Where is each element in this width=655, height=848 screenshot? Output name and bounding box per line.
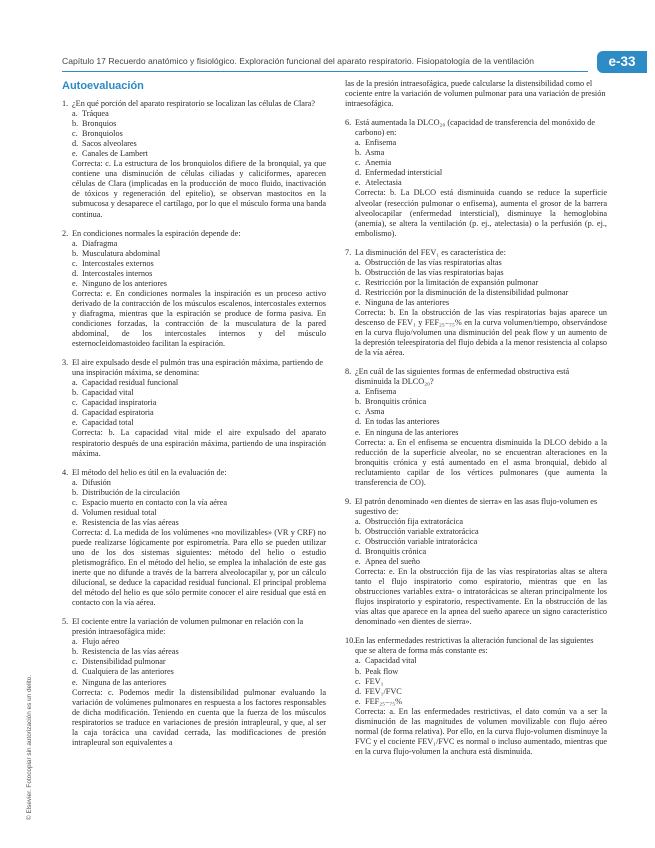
answer-option: [72, 488, 326, 498]
question-item: [62, 617, 326, 748]
answer-explanation: Correcta: c. Podemos medir la distensibilidad pulmonar evaluando la variación de volúmenes pulmonares en respuesta a los factores responsables de dicha modificación. Teniendo en cuenta que la fuerza de los músculos respiratorios se traduce en variaciones de presión intrapleural, y que, al ser la caja torácica una cavidad cerrada, las modificaciones de presión intrapleural son equivalentes a: [72, 687, 326, 747]
answer-option: [72, 657, 326, 667]
option-text: FEF₂₅₋₇₅%: [365, 696, 402, 706]
option-letter: d.: [355, 686, 362, 696]
option-letter: d.: [72, 667, 79, 677]
option-letter: a.: [355, 656, 361, 666]
answer-option: [72, 269, 326, 279]
option-letter: d.: [355, 168, 362, 178]
option-text: Espacio muerto en contacto con la vía aérea: [82, 497, 227, 507]
option-letter: a.: [72, 238, 78, 248]
option-text: Capacidad vital: [82, 388, 134, 398]
left-question-list: [62, 99, 326, 748]
answer-explanation: Correcta: a. En el enfisema se encuentra disminuida la DLCO debido a la reducción de la superficie alveolar, no se encuentran alteraciones en la bronquitis crónica y está aumentado en el asma bronquial, debido al reclutamiento capilar de los vértices pulmonares (que aumenta la transferencia de CO).: [355, 437, 607, 487]
question-text: La disminución del FEV₁ es característica de:: [355, 247, 506, 257]
option-letter: c.: [355, 158, 361, 168]
option-text: Capacidad espiratoria: [82, 408, 154, 418]
option-text: Volumen residual total: [82, 507, 157, 517]
answer-option: [355, 178, 607, 188]
option-letter: b.: [72, 647, 79, 657]
option-text: Restricción por la disminución de la distensibilidad pulmonar: [365, 287, 569, 297]
option-letter: a.: [355, 516, 361, 526]
option-letter: c.: [355, 277, 361, 287]
option-letter: b.: [355, 148, 362, 158]
answer-option: [355, 148, 607, 158]
header-rule: [62, 71, 588, 72]
running-header: Capítulo 17 Recuerdo anatómico y fisiológico. Exploración funcional del aparato respiratorio. Fisiopatología de la ventilación: [62, 56, 534, 66]
answer-option: [355, 158, 607, 168]
option-text: Asma: [365, 148, 385, 158]
answer-option: [355, 428, 607, 438]
option-text: Flujo aéreo: [82, 637, 120, 647]
option-text: Intercostales internos: [82, 268, 153, 278]
option-letter: c.: [72, 129, 78, 139]
question-number: 8.: [345, 367, 352, 377]
answer-explanation: Correcta: d. La medida de los volúmenes «no movilizables» (VR y CRF) no puede realizarse lógicamente por espirometría. Para ello se pueden utilizar uno de los dos sistemas siguientes: método del helio o estudio pletismográfico. En el método del helio, se emplea la inhalación de este gas inerte que no difunde a través de la barrera alveolocapilar y, por un cálculo dilucional, se deduce la capacidad residual funcional. El principal problema del método del helio es que sólo permite conocer el aire residual que está en contacto con la vía aérea.: [72, 527, 326, 608]
option-text: Bronquitis crónica: [365, 547, 427, 557]
answer-option: [72, 678, 326, 688]
option-text: Ninguna de las anteriores: [365, 297, 450, 307]
option-letter: c.: [72, 497, 78, 507]
option-letter: d.: [355, 287, 362, 297]
option-letter: e.: [355, 696, 361, 706]
option-letter: a.: [72, 637, 78, 647]
answer-option: [72, 239, 326, 249]
option-letter: e.: [72, 418, 78, 428]
option-letter: c.: [355, 536, 361, 546]
question-text: En condiciones normales la espiración depende de:: [72, 228, 241, 238]
question-text: Está aumentada la DLCO₂₀ (capacidad de transferencia del monóxido de carbono) en:: [355, 118, 596, 138]
option-text: Enfisema: [365, 138, 397, 148]
option-letter: d.: [72, 268, 79, 278]
right-question-list: [345, 118, 607, 757]
option-letter: b.: [72, 248, 79, 258]
option-letter: a.: [355, 387, 361, 397]
option-text: FEV₁/FVC: [365, 686, 402, 696]
option-text: Obstrucción fija extratorácica: [365, 516, 464, 526]
answer-option: [355, 667, 607, 677]
question-item: [345, 118, 607, 239]
answer-option: [355, 687, 607, 697]
answer-option: [355, 527, 607, 537]
option-letter: d.: [72, 408, 79, 418]
answer-option: [355, 138, 607, 148]
answer-explanation: Correcta: a. En las enfermedades restrictivas, el dato común va a ser la disminución de las magnitudes de volumen movilizable con flujo aéreo normal (de forma relativa). Por ello, en la curva flujo-volumen disminuye la FVC y el cociente FEV₁/FVC es normal o incluso aumentado, mientras que en la curva flujo-volumen la anchura está disminuida.: [355, 706, 607, 756]
option-text: Difusión: [82, 477, 111, 487]
option-text: Resistencia de las vías aéreas: [82, 517, 179, 527]
question-item: [62, 468, 326, 609]
answer-option: [72, 139, 326, 149]
option-text: Obstrucción de las vías respiratorias bajas: [365, 267, 504, 277]
question-item: [62, 99, 326, 220]
option-text: Obstrucción de las vías respiratorias altas: [365, 257, 502, 267]
question-item: [62, 358, 326, 458]
option-letter: c.: [355, 407, 361, 417]
answer-option: [355, 278, 607, 288]
option-letter: a.: [72, 477, 78, 487]
question-text: ¿En cuál de las siguientes formas de enfermedad obstructiva está disminuida la DLCO₂₀?: [355, 367, 570, 387]
option-letter: d.: [355, 417, 362, 427]
option-letter: a.: [355, 138, 361, 148]
option-text: Atelectasia: [365, 178, 402, 188]
question-text: En las enfermedades restrictivas la alteración funcional de las siguientes que se altera de forma más constante es:: [355, 636, 594, 656]
question-number: 4.: [62, 467, 69, 477]
answer-option: [72, 378, 326, 388]
answer-option: [72, 478, 326, 488]
option-text: Capacidad vital: [365, 656, 417, 666]
page-number: e-33: [597, 51, 647, 73]
option-letter: d.: [72, 507, 79, 517]
option-letter: b.: [72, 119, 79, 129]
question-text: ¿En qué porción del aparato respiratorio se localizan las células de Clara?: [72, 99, 316, 108]
question-number: 6.: [345, 118, 352, 128]
option-letter: b.: [355, 666, 362, 676]
option-letter: e.: [355, 427, 361, 437]
option-text: Ninguno de los anteriores: [82, 278, 168, 288]
question-number: 3.: [62, 358, 69, 368]
answer-option: [72, 498, 326, 508]
question-item: [345, 636, 607, 757]
answer-option: [355, 656, 607, 666]
copyright-side-note: © Elsevier. Fotocopiar sin autorización es un delito.: [26, 674, 33, 820]
right-column: [345, 79, 607, 766]
answer-option: [355, 397, 607, 407]
continued-answer-text: las de la presión intraesofágica, puede calcularse la distensibilidad como el cociente entre la variación de volumen pulmonar para una variación de presión intraesofágica.: [345, 79, 606, 109]
option-text: Peak flow: [365, 666, 399, 676]
option-text: Bronquios: [82, 119, 117, 129]
answer-option: [72, 279, 326, 289]
answer-option: [72, 408, 326, 418]
option-letter: b.: [72, 388, 79, 398]
option-letter: e.: [72, 278, 78, 288]
question-number: 1.: [62, 99, 69, 108]
answer-option: [355, 547, 607, 557]
answer-explanation: Correcta: e. En la obstrucción fija de las vías respiratorias altas se altera tanto el flujo inspiratorio como espiratorio, mientras que en las obstrucciones variables extra- o intratorácicas se alteran principalmente los flujos inspiratorio y espiratorio, respectivamente. En la obstrucción de las vías altas que aparece en la apnea del sueño aparece un signo característico denominado «en dientes de sierra».: [355, 567, 607, 627]
answer-option: [72, 109, 326, 119]
option-letter: e.: [355, 557, 361, 567]
answer-option: [355, 417, 607, 427]
answer-option: [72, 647, 326, 657]
option-text: Resistencia de las vías aéreas: [82, 647, 179, 657]
answer-option: [355, 298, 607, 308]
option-letter: c.: [355, 676, 361, 686]
option-letter: b.: [72, 487, 79, 497]
option-text: Apnea del sueño: [365, 557, 420, 567]
option-text: Bronquitis crónica: [365, 397, 427, 407]
option-letter: b.: [355, 526, 362, 536]
answer-option: [72, 149, 326, 159]
question-number: 5.: [62, 617, 69, 627]
option-text: Cualquiera de las anteriores: [82, 667, 174, 677]
answer-option: [72, 388, 326, 398]
option-text: Diafragma: [82, 238, 118, 248]
answer-option: [355, 168, 607, 178]
option-text: En ninguna de las anteriores: [365, 427, 459, 437]
answer-option: [72, 398, 326, 408]
option-text: Capacidad inspiratoria: [82, 398, 157, 408]
question-text: El patrón denominado «en dientes de sierra» en las asas flujo-volumen es sugestivo de:: [355, 496, 598, 516]
answer-option: [355, 557, 607, 567]
answer-option: [72, 129, 326, 139]
question-number: 10.: [345, 636, 356, 646]
option-letter: c.: [72, 657, 78, 667]
answer-option: [72, 259, 326, 269]
answer-option: [72, 249, 326, 259]
answer-option: [355, 258, 607, 268]
option-letter: c.: [72, 398, 78, 408]
question-item: [345, 367, 607, 488]
answer-option: [355, 697, 607, 707]
answer-option: [355, 268, 607, 278]
option-text: Distribución de la circulación: [82, 487, 180, 497]
answer-option: [72, 637, 326, 647]
answer-explanation: Correcta: e. En condiciones normales la inspiración es un proceso activo derivado de la contracción de los músculos escalenos, intercostales externos y diafragma, mientras que la espiración se produce de forma pasiva. En condiciones forzadas, la contracción de la musculatura de la pared abdominal, de los intercostales internos y del músculo esternocleidomastoideo facilitan la espiración.: [72, 288, 326, 349]
option-letter: b.: [355, 397, 362, 407]
option-text: Restricción por la limitación de expansión pulmonar: [365, 277, 539, 287]
question-text: El aire expulsado desde el pulmón tras una espiración máxima, partiendo de una inspiración máxima, se denomina:: [72, 358, 324, 378]
option-letter: e.: [355, 178, 361, 188]
option-text: Asma: [365, 407, 385, 417]
option-letter: a.: [72, 109, 78, 119]
answer-option: [72, 667, 326, 677]
option-text: Obstrucción variable extratorácica: [365, 526, 479, 536]
option-text: Ninguna de las anteriores: [82, 677, 167, 687]
option-letter: e.: [72, 677, 78, 687]
question-text: El método del helio es útil en la evaluación de:: [72, 467, 227, 477]
option-text: Bronquiolos: [82, 129, 123, 139]
answer-option: [355, 288, 607, 298]
option-text: Obstrucción variable intratorácica: [365, 536, 478, 546]
option-text: Enfermedad intersticial: [365, 168, 443, 178]
option-letter: a.: [355, 257, 361, 267]
question-number: 9.: [345, 496, 352, 506]
question-item: [345, 497, 607, 628]
answer-explanation: Correcta: b. La DLCO está disminuida cuando se reduce la superficie alveolar (resección pulmonar o enfisema), aumenta el grosor de la barrera alveolocapilar (enfermedad intersticial), disminuye la hemoglobina (anemia), se altera la ventilación (p. ej., atelectasia) o la perfusión (p. ej., embolismo).: [355, 188, 607, 238]
option-text: Distensibilidad pulmonar: [82, 657, 166, 667]
left-column: [62, 80, 326, 757]
option-letter: c.: [72, 258, 78, 268]
answer-explanation: Correcta: c. La estructura de los bronquiolos difiere de la bronquial, ya que contiene una disminución de células ciliadas y caliciformes, aparecen células de Clara (implicadas en la producción de moco fluido, inactivación de tóxicos y regeneración del epitelio), se observan mastocitos en la submucosa y desaparece el cartílago, por lo que el músculo forma una banda continua.: [72, 159, 326, 219]
option-text: Intercostales externos: [82, 258, 154, 268]
question-item: [345, 248, 607, 359]
option-text: Capacidad total: [82, 418, 134, 428]
option-text: Capacidad residual funcional: [82, 378, 179, 388]
answer-explanation: Correcta: b. En la obstrucción de las vías respiratorias bajas aparece un descenso de FEV₁ y FEF₂₅₋₇₅% en la curva volumen/tiempo, observándose en la curva flujo/volumen una disminución del peak flow y un aumento de la depresión teleespiratoria del flujo debida a la menor resistencia al colapso de la vía aérea.: [355, 307, 607, 358]
answer-option: [355, 537, 607, 547]
answer-option: [72, 518, 326, 528]
question-item: [62, 229, 326, 350]
question-number: 7.: [345, 247, 352, 257]
option-text: Enfisema: [365, 387, 397, 397]
option-text: Sacos alveolares: [82, 139, 137, 149]
answer-explanation: Correcta: b. La capacidad vital mide el aire expulsado del aparato respiratorio después de una espiración máxima, partiendo de una inspiración máxima.: [72, 428, 326, 458]
option-text: Canales de Lambert: [82, 149, 148, 159]
answer-option: [355, 387, 607, 397]
option-text: En todas las anteriores: [365, 417, 440, 427]
answer-option: [72, 119, 326, 129]
option-letter: d.: [355, 547, 362, 557]
answer-option: [355, 407, 607, 417]
option-letter: b.: [355, 267, 362, 277]
answer-option: [355, 677, 607, 687]
option-letter: e.: [355, 297, 361, 307]
option-text: Anemia: [365, 158, 392, 168]
answer-option: [72, 508, 326, 518]
answer-option: [355, 517, 607, 527]
option-text: Musculatura abdominal: [82, 248, 161, 258]
option-letter: d.: [72, 139, 79, 149]
option-letter: a.: [72, 378, 78, 388]
answer-option: [72, 418, 326, 428]
option-letter: e.: [72, 149, 78, 159]
option-letter: e.: [72, 517, 78, 527]
option-text: FEV₁: [365, 676, 384, 686]
question-number: 2.: [62, 228, 69, 238]
question-text: El cociente entre la variación de volumen pulmonar en relación con la presión intraesofágica mide:: [72, 617, 304, 637]
option-text: Tráquea: [82, 109, 109, 119]
section-title: Autoevaluación: [62, 80, 144, 92]
